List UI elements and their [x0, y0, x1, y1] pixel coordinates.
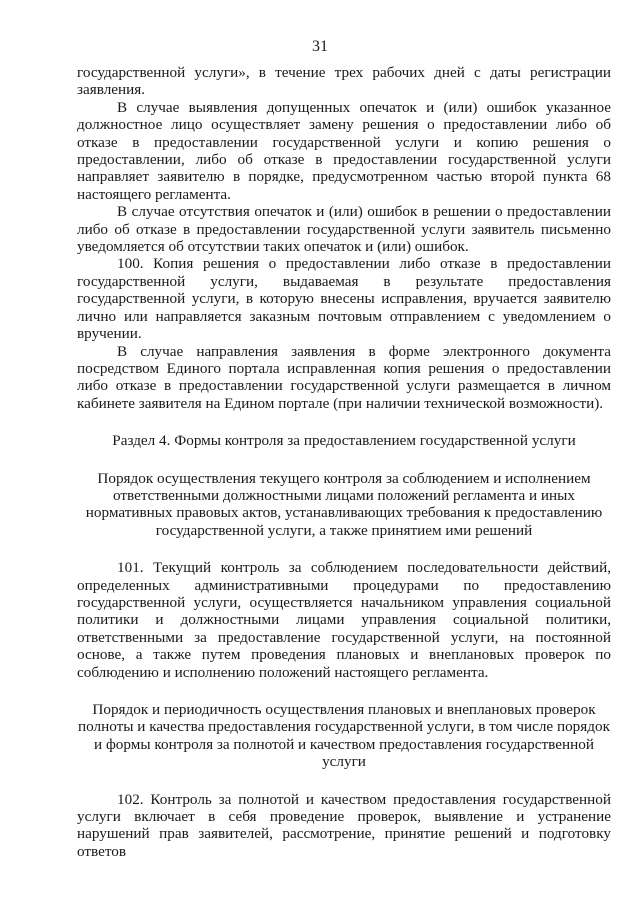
paragraph-electronic: В случае направления заявления в форме электронного документа посредством Единого портала исправленная копия решения о предоставлении либо отказе в предоставлении государственной услуги размещается в личном кабинете заявителя на Едином портале (при наличии технической возможности). [77, 342, 611, 412]
paragraph-102: 102. Контроль за полнотой и качеством предоставления государственной услуги включает в себя проведение проверок, выявление и устранение нарушений прав заявителей, рассмотрение, принятие решений и подготовку ответов [77, 790, 611, 860]
paragraph-100: 100. Копия решения о предоставлении либо отказе в предоставлении государственной услуги, выдаваемая в результате предоставления государственной услуги, в которую внесены исправления, вручается заявителю лично или направляется заказным почтовым отправлением с уведомлением о вручении. [77, 255, 611, 343]
paragraph-101: 101. Текущий контроль за соблюдением последовательности действий, определенных административными процедурами по предоставлению государственной услуги, осуществляется начальником управления социальной политики и должностными лицами управления социальной политики, ответственными за предоставление государственной услуги, на постоянной основе, а также путем проведения плановых и внеплановых проверок по соблюдению и исполнению положений настоящего регламента. [77, 559, 611, 681]
page-content [77, 64, 611, 860]
page-number: 31 [312, 38, 328, 55]
subheading-current-control: Порядок осуществления текущего контроля за соблюдением и исполнением ответственными должностными лицами положений регламента и иных нормативных правовых актов, устанавливающих требования к предоставлению государственной услуги, а также принятием ими решений [85, 469, 603, 539]
subheading-inspections: Порядок и периодичность осуществления плановых и внеплановых проверок полноты и качества предоставления государственной услуги, в том числе порядок и формы контроля за полнотой и качеством предоставления государственной услуги [78, 701, 610, 771]
paragraph-no-errors: В случае отсутствия опечаток и (или) ошибок в решении о предоставлении либо об отказе в предоставлении государственной услуги заявитель письменно уведомляется об отсутствии таких опечаток и (или) ошибок. [77, 203, 611, 256]
section-title: Раздел 4. Формы контроля за предоставлением государственной услуги [112, 432, 576, 450]
paragraph-errors-found: В случае выявления допущенных опечаток и (или) ошибок указанное должностное лицо осуществляет замену решения о предоставлении либо об отказе в предоставлении государственной услуги и копию решения о предоставлении, либо об отказе в предоставлении государственной услуги направляет заявителю в порядке, предусмотренном частью второй пункта 68 настоящего регламента. [77, 98, 611, 203]
paragraph-continuation: государственной услуги», в течение трех рабочих дней с даты регистрации заявления. [77, 64, 611, 99]
